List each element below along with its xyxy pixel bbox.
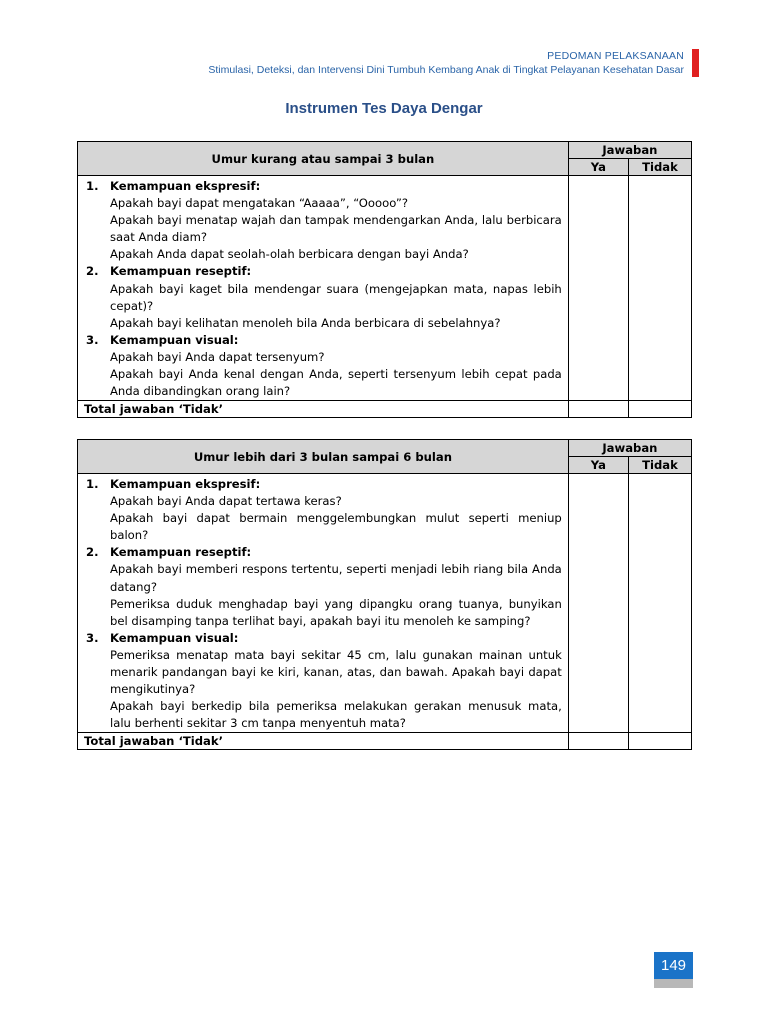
total-yes-cell[interactable] (568, 401, 628, 418)
question-item: Apakah bayi Anda kenal dengan Anda, seperti tersenyum lebih cepat pada Anda dibandingkan orang lain? (110, 367, 562, 399)
total-no-label: Total jawaban ‘Tidak’ (78, 401, 569, 418)
yes-answer-cell[interactable] (568, 474, 628, 733)
question-item: Apakah bayi memberi respons tertentu, seperti menjadi lebih riang bila Anda datang? (110, 562, 562, 594)
yes-answer-cell[interactable] (568, 176, 628, 401)
questions-cell (78, 176, 569, 401)
total-no-label: Total jawaban ‘Tidak’ (78, 733, 569, 750)
section-heading: 1. Kemampuan ekspresif: (86, 179, 261, 193)
age-group-header: Umur kurang atau sampai 3 bulan (78, 142, 569, 176)
questions-cell (78, 474, 569, 733)
question-item: Apakah bayi kaget bila mendengar suara (mengejapkan mata, napas lebih cepat)? (110, 281, 562, 313)
question-item: Apakah bayi menatap wajah dan tampak mendengarkan Anda, lalu berbicara saat Anda diam? (110, 213, 562, 245)
page-number: 149 (654, 952, 693, 979)
section-heading: 2. Kemampuan reseptif: (86, 545, 252, 560)
no-column-header: Tidak (628, 159, 691, 176)
total-no-cell[interactable] (628, 733, 691, 750)
total-no-cell[interactable] (628, 401, 691, 418)
no-answer-cell[interactable] (628, 176, 691, 401)
question-item: Apakah bayi berkedip bila pemeriksa melakukan gerakan menusuk mata, lalu berhenti sekitar 3 cm tanpa menyentuh mata? (110, 699, 562, 731)
question-item: Apakah bayi kelihatan menoleh bila Anda berbicara di sebelahnya? (110, 315, 501, 330)
header-red-bar (692, 49, 699, 77)
question-item: Apakah bayi dapat mengatakan “Aaaaa”, “Ooooo”? (110, 196, 409, 211)
section-heading: 1. Kemampuan ekspresif: (86, 477, 261, 491)
header-subtitle: Stimulasi, Deteksi, dan Intervensi Dini Tumbuh Kembang Anak di Tingkat Pelayanan Kesehatan Dasar (208, 64, 684, 76)
section-heading: 3. Kemampuan visual: (86, 332, 239, 347)
question-item: Pemeriksa duduk menghadap bayi yang dipangku orang tuanya, bunyikan bel disamping tanpa terlihat bayi, apakah bayi itu menoleh ke samping? (110, 596, 562, 628)
test-table-0-3-months (77, 141, 692, 418)
page-number-base (654, 979, 693, 988)
document-title: Instrumen Tes Daya Dengar (285, 100, 483, 117)
answer-header: Jawaban (568, 142, 691, 159)
age-group-header: Umur lebih dari 3 bulan sampai 6 bulan (78, 440, 569, 474)
question-item: Apakah bayi Anda dapat tertawa keras? (110, 494, 342, 509)
yes-column-header: Ya (568, 457, 628, 474)
yes-column-header: Ya (568, 159, 628, 176)
section-heading: 3. Kemampuan visual: (86, 630, 239, 645)
question-item: Apakah bayi Anda dapat tersenyum? (110, 349, 325, 364)
no-answer-cell[interactable] (628, 474, 691, 733)
no-column-header: Tidak (628, 457, 691, 474)
answer-header: Jawaban (568, 440, 691, 457)
question-item: Pemeriksa menatap mata bayi sekitar 45 cm, lalu gunakan mainan untuk menarik pandangan bayi ke kiri, kanan, atas, dan bawah. Apakah bayi dapat mengikutinya? (110, 647, 562, 697)
question-item: Apakah Anda dapat seolah-olah berbicara dengan bayi Anda? (110, 247, 469, 262)
header-title: PEDOMAN PELAKSANAAN (547, 50, 684, 62)
test-table-3-6-months (77, 439, 692, 750)
section-heading: 2. Kemampuan reseptif: (86, 264, 252, 279)
question-item: Apakah bayi dapat bermain menggelembungkan mulut seperti meniup balon? (110, 511, 562, 543)
total-yes-cell[interactable] (568, 733, 628, 750)
running-header (208, 49, 684, 77)
